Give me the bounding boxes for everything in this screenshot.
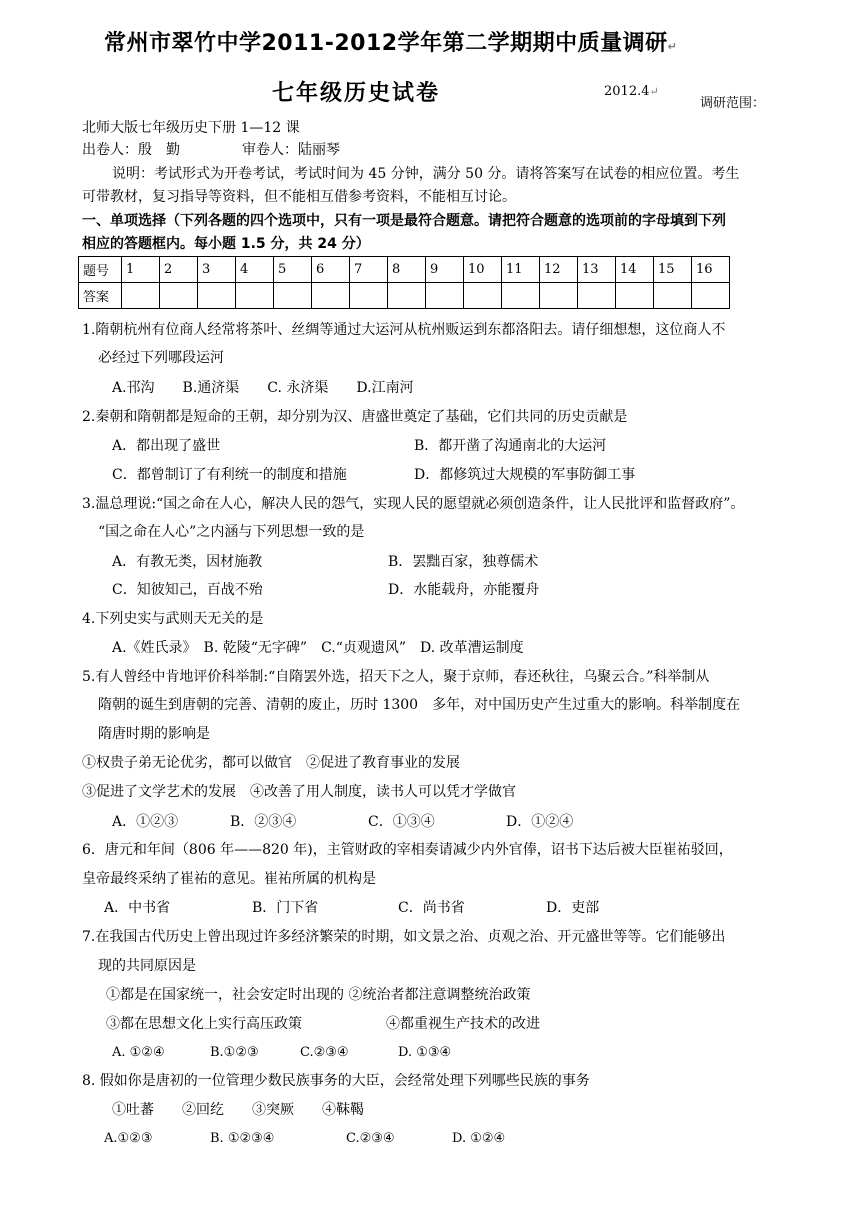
answer-cell[interactable] xyxy=(692,283,730,309)
instruction-line-1: 说明：考试形式为开卷考试，考试时间为 45 分钟，满分 50 分。请将答案写在试卷的相应位置。考生 xyxy=(112,166,740,182)
question-6-option-a: A．中书省 xyxy=(104,900,171,916)
answer-cell[interactable] xyxy=(540,283,578,309)
question-number-cell: 10 xyxy=(464,257,502,283)
question-3-stem: 3.温总理说:“国之命在人心，解决人民的怨气，实现人民的愿望就必须创造条件，让人民批评和监督政府”。 xyxy=(82,496,745,512)
question-8-statements: ①吐蕃 ②回纥 ③突厥 ④靺鞨 xyxy=(112,1102,364,1118)
answer-grid xyxy=(78,256,730,309)
question-1-stem-cont: 必经过下列哪段运河 xyxy=(98,350,224,366)
question-3-option-b: B．罢黜百家，独尊儒术 xyxy=(388,554,539,570)
exam-reviewer: 审卷人：陆丽琴 xyxy=(242,142,340,158)
question-number-cell: 16 xyxy=(692,257,730,283)
answer-cell[interactable] xyxy=(122,283,160,309)
question-number-cell: 1 xyxy=(122,257,160,283)
scope-label: 调研范围： xyxy=(700,96,766,111)
question-number-cell: 5 xyxy=(274,257,312,283)
question-6-option-d: D．吏部 xyxy=(546,900,600,916)
question-5-option-b: B．②③④ xyxy=(230,814,297,830)
exam-subtitle: 七年级历史试卷 xyxy=(272,81,441,106)
question-2-option-d: D．都修筑过大规模的军事防御工事 xyxy=(414,467,636,483)
paragraph-mark-icon: ↵ xyxy=(649,85,659,98)
question-number-cell: 2 xyxy=(160,257,198,283)
question-7-stem: 7.在我国古代历史上曾出现过许多经济繁荣的时期，如文景之治、贞观之治、开元盛世等等。它们能够出 xyxy=(82,929,726,945)
question-6-option-b: B．门下省 xyxy=(252,900,319,916)
question-7-option-b: B.①②③ xyxy=(210,1045,259,1060)
row-label: 题号 xyxy=(79,257,122,283)
answer-cell[interactable] xyxy=(426,283,464,309)
answer-cell[interactable] xyxy=(616,283,654,309)
question-number-cell: 7 xyxy=(350,257,388,283)
question-number-row xyxy=(79,257,730,283)
answer-cell[interactable] xyxy=(388,283,426,309)
question-5-option-c: C．①③④ xyxy=(368,814,435,830)
question-7-option-c: C.②③④ xyxy=(300,1045,349,1060)
question-5-option-a: A．①②③ xyxy=(112,814,179,830)
answer-cell[interactable] xyxy=(312,283,350,309)
answer-cell[interactable] xyxy=(274,283,312,309)
question-number-cell: 15 xyxy=(654,257,692,283)
question-6-stem-cont: 皇帝最终采纳了崔祐的意见。崔祐所属的机构是 xyxy=(82,871,376,887)
question-5-stem-cont: 隋朝的诞生到唐朝的完善、清朝的废止，历时 1300 多年，对中国历史产生过重大的影响。科举制度在 xyxy=(98,697,741,713)
instruction-line-2: 可带教材，复习指导等资料，但不能相互借参考资料，不能相互讨论。 xyxy=(82,189,516,205)
question-5-statements-2: ③促进了文学艺术的发展 ④改善了用人制度，读书人可以凭才学做官 xyxy=(82,784,516,800)
exam-date: 2012.4↵ xyxy=(604,84,659,99)
question-8-option-b: B. ①②③④ xyxy=(210,1131,275,1146)
question-3-option-c: C．知彼知己，百战不殆 xyxy=(112,582,263,598)
answer-cell[interactable] xyxy=(198,283,236,309)
question-8-stem: 8. 假如你是唐初的一位管理少数民族事务的大臣，会经常处理下列哪些民族的事务 xyxy=(82,1073,590,1089)
question-7-option-a: A. ①②④ xyxy=(112,1045,165,1060)
question-7-statement-4: ④都重视生产技术的改进 xyxy=(386,1016,540,1032)
section-heading-line-1: 一、单项选择（下列各题的四个选项中，只有一项是最符合题意。请把符合题意的选项前的字母填到下列 xyxy=(82,213,726,229)
question-number-cell: 14 xyxy=(616,257,654,283)
exam-header-title: 常州市翠竹中学2011-2012学年第二学期期中质量调研↵ xyxy=(104,31,678,56)
question-5-stem-cont2: 隋唐时期的影响是 xyxy=(98,726,210,742)
answer-row xyxy=(79,283,730,309)
question-6-stem: 6．唐元和年间（806 年——820 年)，主管财政的宰相奏请减少内外官俸，诏书下达后被大臣崔祐驳回， xyxy=(82,842,733,858)
question-number-cell: 8 xyxy=(388,257,426,283)
question-2-stem: 2.秦朝和隋朝都是短命的王朝，却分别为汉、唐盛世奠定了基础，它们共同的历史贡献是 xyxy=(82,409,628,425)
answer-cell[interactable] xyxy=(350,283,388,309)
question-6-option-c: C．尚书省 xyxy=(398,900,465,916)
question-number-cell: 6 xyxy=(312,257,350,283)
answer-cell[interactable] xyxy=(160,283,198,309)
question-3-stem-cont: “国之命在人心”之内涵与下列思想一致的是 xyxy=(98,524,365,540)
question-number-cell: 12 xyxy=(540,257,578,283)
question-2-option-b: B．都开凿了沟通南北的大运河 xyxy=(414,438,607,454)
answer-cell[interactable] xyxy=(502,283,540,309)
question-5-stem: 5.有人曾经中肯地评价科举制:“自隋罢外选，招天下之人，聚于京师，春还秋往，乌聚云合。”科举制从 xyxy=(82,669,710,685)
question-7-stem-cont: 现的共同原因是 xyxy=(98,958,196,974)
question-8-option-a: A.①②③ xyxy=(104,1131,153,1146)
question-2-option-a: A．都出现了盛世 xyxy=(112,438,221,454)
question-1-stem: 1.隋朝杭州有位商人经常将茶叶、丝绸等通过大运河从杭州贩运到东都洛阳去。请仔细想想，这位商人不 xyxy=(82,322,726,338)
question-5-option-d: D．①②④ xyxy=(506,814,574,830)
question-8-option-d: D. ①②④ xyxy=(452,1131,506,1146)
question-7-statement-3: ③都在思想文化上实行高压政策 xyxy=(106,1016,302,1032)
question-number-cell: 9 xyxy=(426,257,464,283)
row-label: 答案 xyxy=(79,283,122,309)
question-number-cell: 3 xyxy=(198,257,236,283)
question-4-stem: 4.下列史实与武则天无关的是 xyxy=(82,611,264,627)
question-number-cell: 4 xyxy=(236,257,274,283)
question-1-options: A.邗沟 B.通济渠 C. 永济渠 D.江南河 xyxy=(112,380,414,396)
question-number-cell: 11 xyxy=(502,257,540,283)
question-7-statements-1: ①都是在国家统一，社会安定时出现的 ②统治者都注意调整统治政策 xyxy=(106,987,531,1003)
question-5-statements-1: ①权贵子弟无论优劣，都可以做官 ②促进了教育事业的发展 xyxy=(82,755,460,771)
question-8-option-c: C.②③④ xyxy=(346,1131,395,1146)
question-3-option-a: A．有教无类，因材施教 xyxy=(112,554,263,570)
question-4-options: A.《姓氏录》 B. 乾陵“无字碑” C.“贞观遗风” D. 改革漕运制度 xyxy=(112,640,524,656)
question-2-option-c: C．都曾制订了有利统一的制度和措施 xyxy=(112,467,347,483)
question-7-option-d: D. ①③④ xyxy=(398,1045,452,1060)
answer-cell[interactable] xyxy=(236,283,274,309)
exam-author: 出卷人：殷 勤 xyxy=(82,142,180,158)
scope-text: 北师大版七年级历史下册 1—12 课 xyxy=(82,120,300,136)
section-heading-line-2: 相应的答题框内。每小题 1.5 分，共 24 分） xyxy=(82,236,370,252)
paragraph-mark-icon: ↵ xyxy=(667,40,678,53)
answer-cell[interactable] xyxy=(464,283,502,309)
question-number-cell: 13 xyxy=(578,257,616,283)
answer-cell[interactable] xyxy=(578,283,616,309)
question-3-option-d: D．水能载舟，亦能覆舟 xyxy=(388,582,540,598)
answer-cell[interactable] xyxy=(654,283,692,309)
